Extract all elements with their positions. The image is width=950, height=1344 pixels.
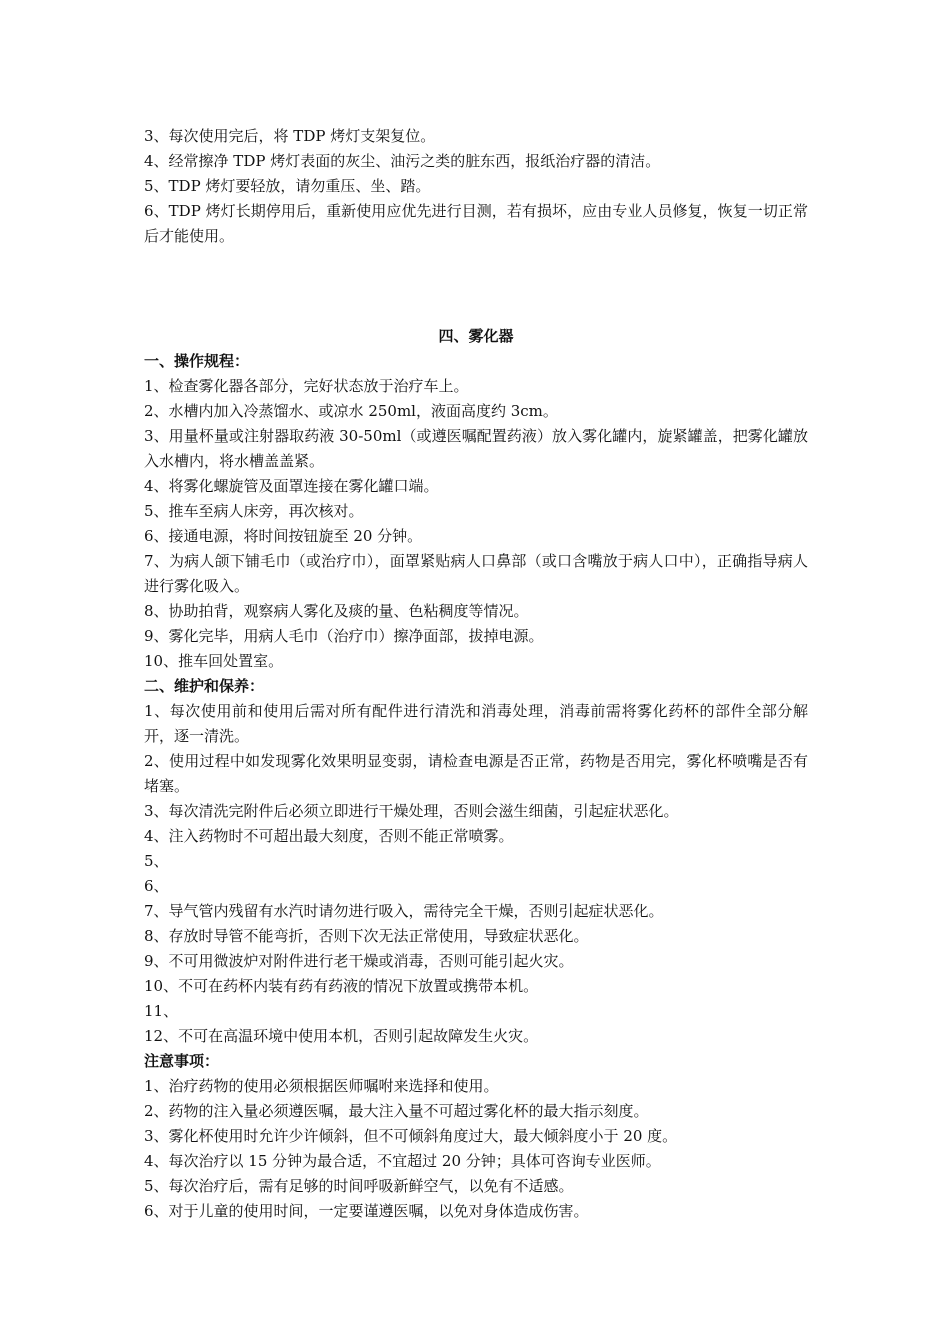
precaution-item: 4、每次治疗以 15 分钟为最合适，不宜超过 20 分钟；具体可咨询专业医师。: [144, 1152, 661, 1170]
maintenance-item: 7、导气管内残留有水汽时请勿进行吸入，需待完全干燥，否则引起症状恶化。: [144, 902, 664, 920]
operation-item: 3、用量杯量或注射器取药液 30-50ml（或遵医嘱配置药液）放入雾化罐内，旋紧罐盖，把雾化罐放入水槽内，将水槽盖盖紧。: [144, 427, 808, 470]
operation-heading: 一、操作规程：: [144, 352, 250, 370]
operation-item: 8、协助拍背，观察病人雾化及痰的量、色粘稠度等情况。: [144, 602, 529, 620]
maintenance-item: 11、: [144, 1002, 179, 1020]
maintenance-item: 8、存放时导管不能弯折，否则下次无法正常使用，导致症状恶化。: [144, 927, 589, 945]
operation-item: 9、雾化完毕，用病人毛巾（治疗巾）擦净面部，拔掉电源。: [144, 627, 544, 645]
tdp-care-item: 3、每次使用完后，将 TDP 烤灯支架复位。: [144, 127, 436, 145]
section-title: 四、雾化器: [438, 327, 514, 345]
operation-item: 6、接通电源，将时间按钮旋至 20 分钟。: [144, 527, 423, 545]
precaution-item: 1、治疗药物的使用必须根据医师嘱咐来选择和使用。: [144, 1077, 499, 1095]
precaution-item: 2、药物的注入量必须遵医嘱，最大注入量不可超过雾化杯的最大指示刻度。: [144, 1102, 649, 1120]
precaution-item: 3、雾化杯使用时允许少许倾斜，但不可倾斜角度过大，最大倾斜度小于 20 度。: [144, 1127, 678, 1145]
operation-item: 5、推车至病人床旁，再次核对。: [144, 502, 364, 520]
maintenance-item: 6、: [144, 877, 169, 895]
maintenance-item: 5、: [144, 852, 169, 870]
maintenance-item: 3、每次清洗完附件后必须立即进行干燥处理，否则会滋生细菌，引起症状恶化。: [144, 802, 679, 820]
operation-item: 2、水槽内加入冷蒸馏水、或凉水 250ml，液面高度约 3cm。: [144, 402, 558, 420]
maintenance-item: 12、不可在高温环境中使用本机，否则引起故障发生火灾。: [144, 1027, 539, 1045]
maintenance-item: 1、每次使用前和使用后需对所有配件进行清洗和消毒处理，消毒前需将雾化药杯的部件全部分解开，逐一清洗。: [144, 702, 808, 745]
precaution-item: 6、对于儿童的使用时间，一定要谨遵医嘱，以免对身体造成伤害。: [144, 1202, 589, 1220]
tdp-care-list: [144, 124, 808, 249]
tdp-care-item: 5、TDP 烤灯要轻放，请勿重压、坐、踏。: [144, 177, 431, 195]
maintenance-heading: 二、维护和保养：: [144, 677, 265, 695]
tdp-care-item: 6、TDP 烤灯长期停用后，重新使用应优先进行目测，若有损坏，应由专业人员修复，恢复一切正常后才能使用。: [144, 202, 808, 245]
maintenance-item: 4、注入药物时不可超出最大刻度，否则不能正常喷雾。: [144, 827, 514, 845]
tdp-care-item: 4、经常擦净 TDP 烤灯表面的灰尘、油污之类的脏东西，报纸治疗器的清洁。: [144, 152, 661, 170]
operation-item: 1、检查雾化器各部分，完好状态放于治疗车上。: [144, 377, 469, 395]
maintenance-item: 9、不可用微波炉对附件进行老干燥或消毒，否则可能引起火灾。: [144, 952, 574, 970]
precaution-item: 5、每次治疗后，需有足够的时间呼吸新鲜空气，以免有不适感。: [144, 1177, 574, 1195]
nebulizer-section: [144, 349, 808, 1224]
maintenance-item: 10、不可在药杯内装有药有药液的情况下放置或携带本机。: [144, 977, 539, 995]
operation-item: 4、将雾化螺旋管及面罩连接在雾化罐口端。: [144, 477, 439, 495]
operation-item: 7、为病人颌下铺毛巾（或治疗巾），面罩紧贴病人口鼻部（或口含嘴放于病人口中），正确指导病人进行雾化吸入。: [144, 552, 808, 595]
maintenance-item: 2、使用过程中如发现雾化效果明显变弱，请检查电源是否正常，药物是否用完，雾化杯喷嘴是否有堵塞。: [144, 752, 808, 795]
section-title-block: [144, 324, 808, 349]
precautions-heading: 注意事项：: [144, 1052, 220, 1070]
operation-item: 10、推车回处置室。: [144, 652, 284, 670]
